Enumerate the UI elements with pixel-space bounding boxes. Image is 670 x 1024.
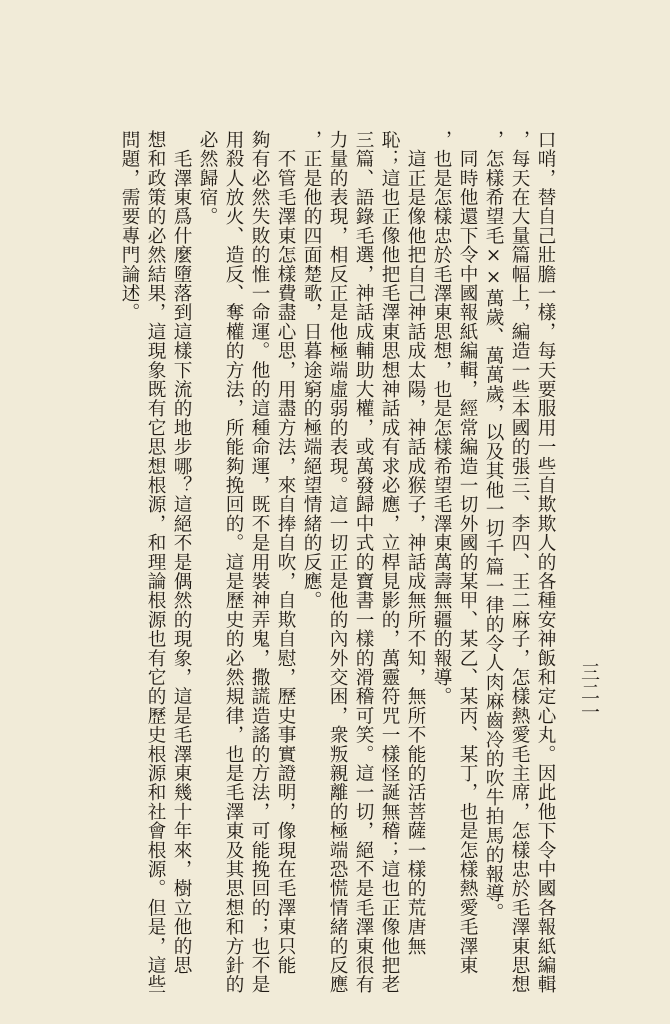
text-column: 必然歸宿。 xyxy=(197,130,218,226)
text-column: 用殺人放火、造反、奪權的方法，所能夠挽回的。這是歷史的必然規律，也是毛澤東及其思想和方針的 xyxy=(223,130,244,994)
text-column: ，每天在大量篇幅上，編造一些本國的張三、李四、王二麻子，怎樣熱愛毛主席，怎樣忠於毛澤東思想 xyxy=(509,130,530,994)
text-column: ，正是他的四面楚歌，日暮途窮的極端絕望情緒的反應。 xyxy=(301,130,322,610)
text-column: 力量的表現，相反正是他極端虛弱的表現。這一切正是他的內外交困，衆叛親離的極端恐慌情緒的反應 xyxy=(327,130,348,994)
text-column: 毛澤東爲什麼墮落到這樣下流的地步哪？這絕不是偶然的現象，這是毛澤東幾十年來，樹立他的思 xyxy=(171,130,192,975)
text-column: ，怎樣希望毛××萬歲、萬萬歲，以及其他一切千篇一律的令人肉麻齒冷的吹牛拍馬的報導。 xyxy=(483,130,504,922)
text-column: 三篇、語錄毛選，神話成輔助大權，或萬發歸中式的寶書一樣的滑稽可笑。這一切，絕不是毛澤東很有 xyxy=(353,130,374,994)
text-column: 夠有必然失敗的惟一命運。他的這種命運，既不是用裝神弄鬼，撒謊造謠的方法，可能挽回的；也不是 xyxy=(249,130,270,994)
text-column: 這正是像他把自己神話成太陽，神話成猴子，神話成無所不知，無所不能的活菩薩一樣的荒唐無 xyxy=(405,130,426,956)
text-column: ，也是怎樣忠於毛澤東思想，也是怎樣希望毛澤東萬壽無疆的報導。 xyxy=(431,130,452,706)
text-column: 不管毛澤東怎樣費盡心思，用盡方法，來自捧自吹，自欺自慰，歷史事實證明，像現在毛澤東只能 xyxy=(275,130,296,975)
text-column: 恥；這也正像他把毛澤東思想神話成有求必應，立桿見影的，萬靈符咒一樣怪誕無稽；這也正像他把老 xyxy=(379,130,400,994)
page-number: 三二一 xyxy=(578,662,600,722)
text-column: 想和政策的必然結果，這現象既有它思想根源，和理論根源也有它的歷史根源和社會根源。但是，這些 xyxy=(145,130,166,994)
text-column: 問題，需要專門論述。 xyxy=(119,130,140,322)
text-column: 同時他還下令中國報紙編輯，經常編造一切外國的某甲、某乙、某丙、某丁，也是怎樣熱愛毛澤東 xyxy=(457,130,478,975)
text-column: 口哨，替自己壯膽一樣，每天要服用一些自欺欺人的各種安神飯和定心丸。因此他下令中國各報紙編輯 xyxy=(535,130,556,994)
